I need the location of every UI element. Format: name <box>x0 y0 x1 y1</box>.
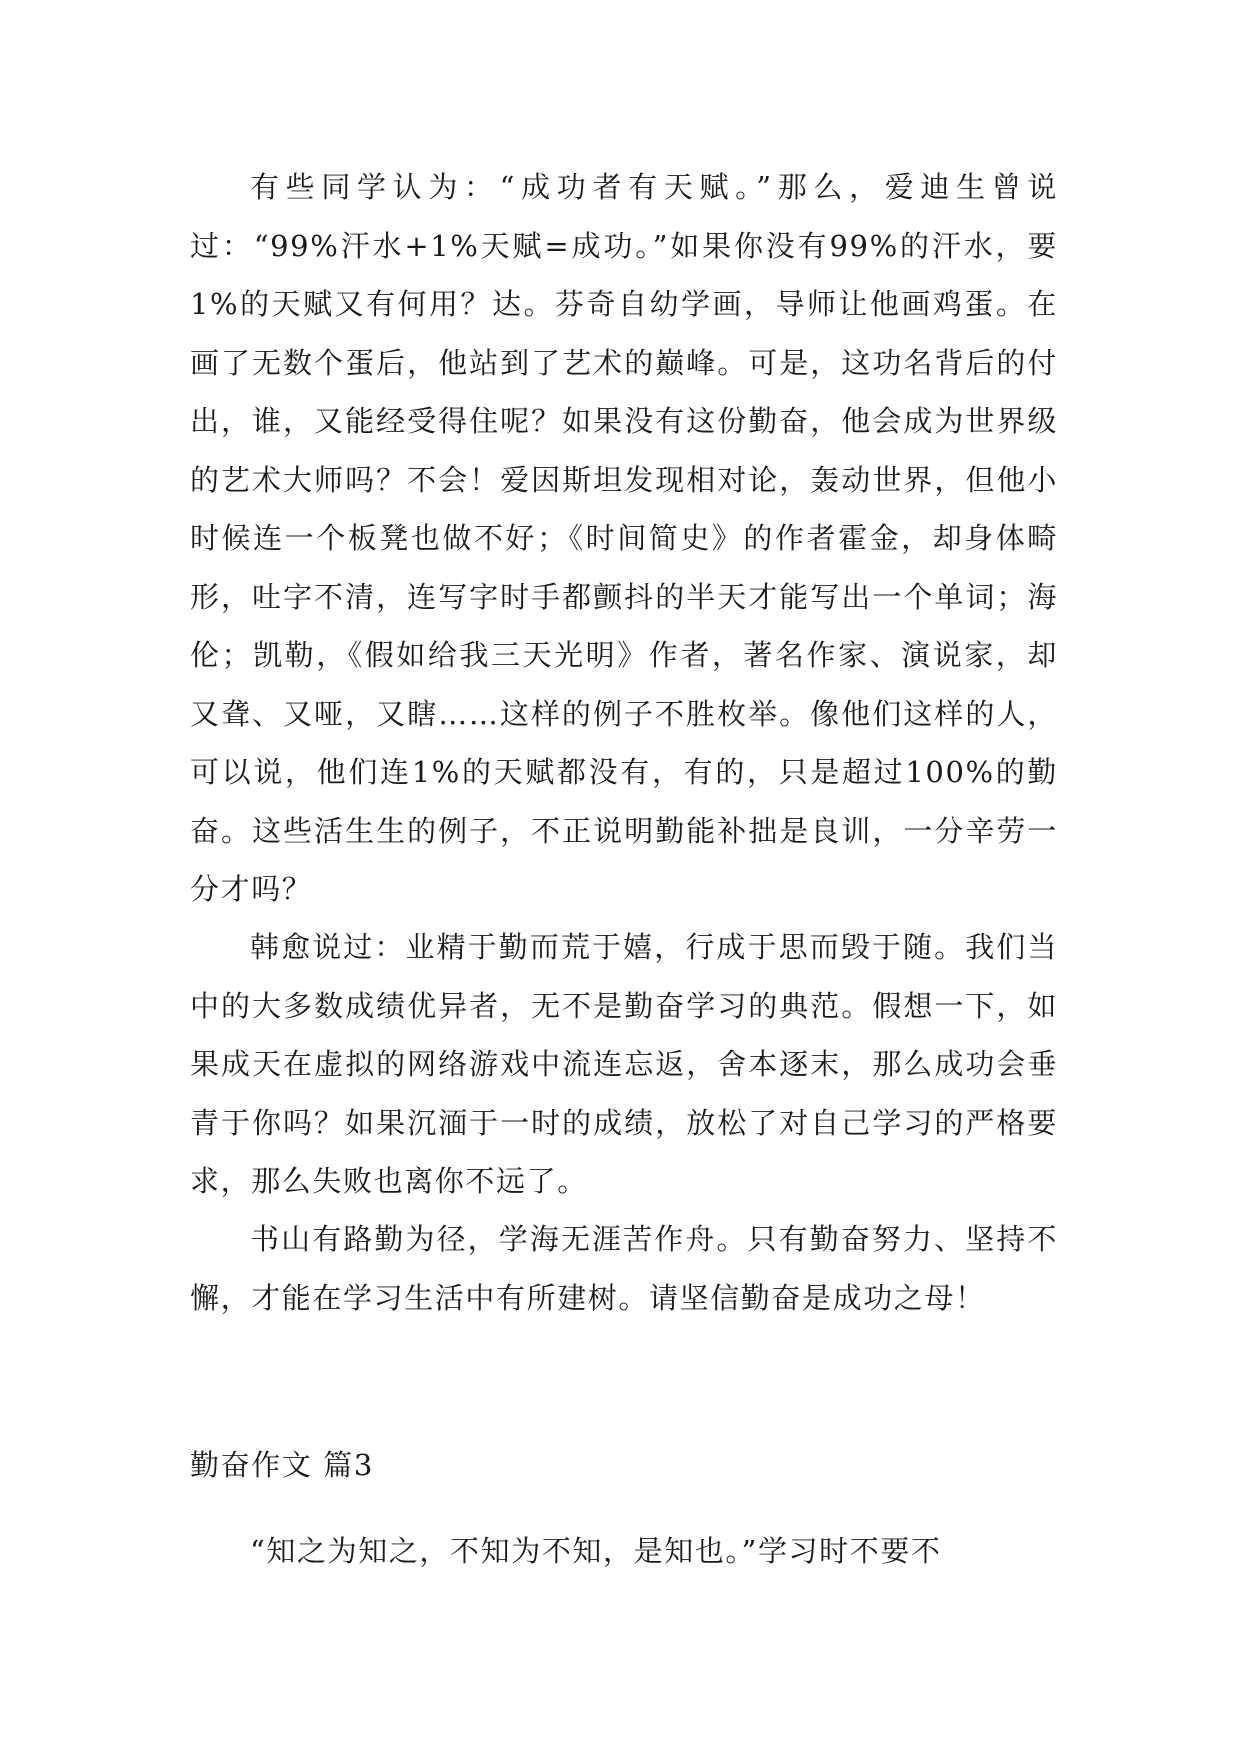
paragraph-section3-start: “知之为知之，不知为不知，是知也。”学习时不要不 <box>250 1534 942 1568</box>
paragraph-han-yu: 韩愈说过：业精于勤而荒于嬉，行成于思而毁于随。我们当中的大多数成绩优异者，无不是勤奋学习的典范。假想一下，如果成天在虚拟的网络游戏中流连忘返，舍本逐末，那么成功会垂青于你吗？如果沉湎于一时的成绩，放松了对自己学习的严格要求，那么失败也离你不远了。 <box>190 930 1058 1198</box>
paragraph-talent: 有些同学认为：“成功者有天赋。”那么，爱迪生曾说过：“99%汗水+1%天赋=成功。”如果你没有99%的汗水，要1%的天赋又有何用？达。芬奇自幼学画，导师让他画鸡蛋。在画了无数个蛋后，他站到了艺术的巅峰。可是，这功名背后的付出，谁，又能经受得住呢？如果没有这份勤奋，他会成为世界级的艺术大师吗？不会！爱因斯坦发现相对论，轰动世界，但他小时候连一个板凳也做不好；《时间简史》的作者霍金，却身体畸形，吐字不清，连写字时手都颤抖的半天才能写出一个单词；海伦；凯勒，《假如给我三天光明》作者，著名作家、演说家，却又聋、又哑，又瞎……这样的例子不胜枚举。像他们这样的人，可以说，他们连1%的天赋都没有，有的，只是超过100%的勤奋。这些活生生的例子，不正说明勤能补拙是良训，一分辛劳一分才吗？ <box>190 170 1058 906</box>
section-heading: 勤奋作文 篇3 <box>190 1448 374 1482</box>
paragraph-conclusion: 书山有路勤为径，学海无涯苦作舟。只有勤奋努力、坚持不懈，才能在学习生活中有所建树。请坚信勤奋是成功之母！ <box>190 1222 1058 1315</box>
